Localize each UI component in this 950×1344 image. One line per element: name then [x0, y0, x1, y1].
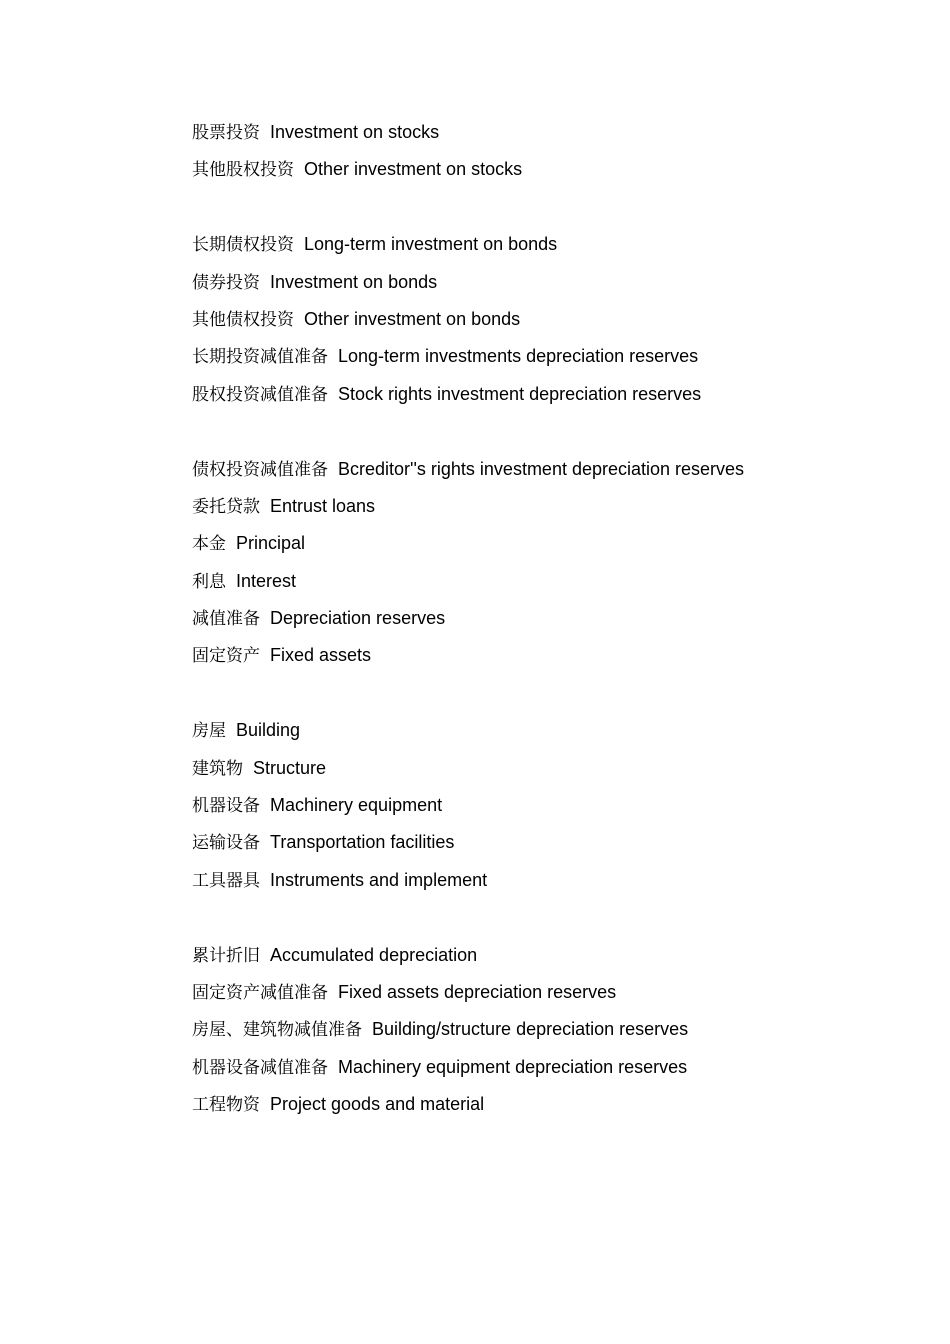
glossary-entry: [192, 937, 892, 974]
glossary-entry: [192, 712, 892, 749]
glossary-entry: [192, 301, 892, 338]
english-term: Other investment on bonds: [304, 308, 521, 329]
english-term: Bcreditor''s rights investment depreciation reserves: [338, 458, 745, 479]
english-term: Structure: [253, 757, 327, 778]
glossary-entry: [192, 226, 892, 263]
glossary-entry: [192, 1086, 892, 1123]
english-term: Entrust loans: [270, 495, 376, 516]
glossary-entry: [192, 563, 892, 600]
glossary-entry: [192, 488, 892, 525]
glossary-entry: [192, 787, 892, 824]
glossary-entry: [192, 264, 892, 301]
english-term: Principal: [236, 533, 306, 554]
chinese-term: 固定资产: [192, 646, 260, 667]
glossary-entry: [192, 600, 892, 637]
english-term: Other investment on stocks: [304, 159, 523, 180]
chinese-term: 工具器具: [192, 870, 260, 891]
glossary-list: [192, 114, 892, 1124]
english-term: Fixed assets: [270, 645, 372, 666]
blank-line: [192, 189, 892, 226]
chinese-term: 机器设备: [192, 796, 260, 817]
glossary-entry: [192, 451, 892, 488]
chinese-term: 委托贷款: [192, 496, 260, 517]
english-term: Accumulated depreciation: [270, 944, 478, 965]
glossary-entry: [192, 750, 892, 787]
english-term: Long-term investments depreciation reserves: [338, 346, 699, 367]
chinese-term: 利息: [192, 571, 226, 592]
english-term: Machinery equipment depreciation reserves: [338, 1056, 688, 1077]
chinese-term: 股权投资减值准备: [192, 384, 328, 405]
glossary-entry: [192, 151, 892, 188]
english-term: Machinery equipment: [270, 795, 443, 816]
chinese-term: 固定资产减值准备: [192, 982, 328, 1003]
english-term: Long-term investment on bonds: [304, 234, 558, 255]
english-term: Investment on stocks: [270, 122, 440, 142]
glossary-entry: [192, 114, 892, 151]
glossary-entry: [192, 974, 892, 1011]
english-term: Project goods and material: [270, 1094, 485, 1115]
chinese-term: 减值准备: [192, 609, 260, 630]
glossary-entry: [192, 376, 892, 413]
glossary-entry: [192, 824, 892, 861]
chinese-term: 其他债权投资: [192, 309, 294, 330]
english-term: Building/structure depreciation reserves: [372, 1019, 689, 1040]
chinese-term: 股票投资: [192, 123, 260, 143]
english-term: Stock rights investment depreciation reserves: [338, 383, 702, 404]
blank-line: [192, 413, 892, 450]
blank-line: [192, 899, 892, 936]
glossary-entry: [192, 338, 892, 375]
chinese-term: 房屋: [192, 721, 226, 742]
english-term: Instruments and implement: [270, 869, 488, 890]
glossary-entry: [192, 1011, 892, 1048]
english-term: Interest: [236, 570, 297, 591]
chinese-term: 长期投资减值准备: [192, 347, 328, 368]
english-term: Fixed assets depreciation reserves: [338, 981, 617, 1002]
chinese-term: 建筑物: [192, 758, 243, 779]
glossary-entry: [192, 1049, 892, 1086]
chinese-term: 累计折旧: [192, 945, 260, 966]
glossary-entry: [192, 862, 892, 899]
chinese-term: 房屋、建筑物减值准备: [192, 1020, 362, 1041]
blank-line: [192, 675, 892, 712]
chinese-term: 债券投资: [192, 272, 260, 293]
english-term: Investment on bonds: [270, 271, 438, 292]
chinese-term: 运输设备: [192, 833, 260, 854]
english-term: Building: [236, 720, 301, 741]
english-term: Transportation facilities: [270, 832, 455, 853]
chinese-term: 工程物资: [192, 1095, 260, 1116]
chinese-term: 债权投资减值准备: [192, 459, 328, 480]
chinese-term: 本金: [192, 534, 226, 555]
glossary-entry: [192, 637, 892, 674]
chinese-term: 机器设备减值准备: [192, 1057, 328, 1078]
glossary-entry: [192, 525, 892, 562]
english-term: Depreciation reserves: [270, 608, 446, 629]
chinese-term: 长期债权投资: [192, 235, 294, 256]
chinese-term: 其他股权投资: [192, 160, 294, 181]
